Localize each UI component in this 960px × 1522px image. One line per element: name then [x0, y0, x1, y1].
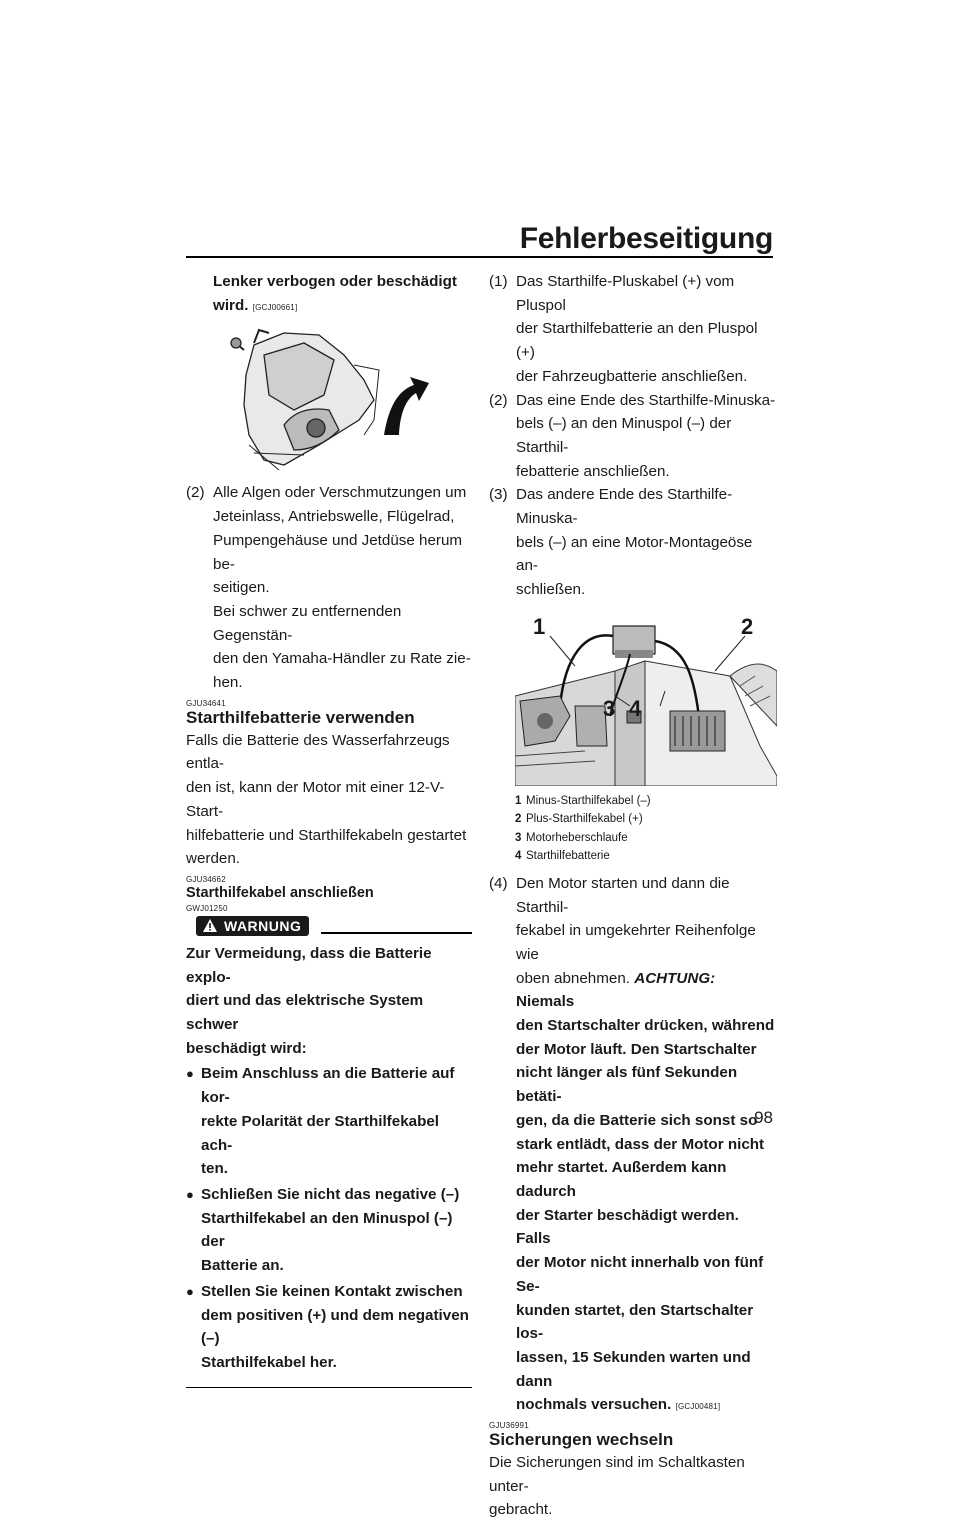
body-line: gebracht. [489, 1501, 553, 1519]
achtung-label: ACHTUNG: [634, 969, 716, 987]
step-text [516, 872, 777, 1419]
bullet-line: rekte Polarität der Starthilfekabel ach- [201, 1112, 440, 1154]
legend-key: 1 [515, 794, 522, 807]
step-line-bold: der Motor läuft. Den Startschalter [516, 1040, 757, 1058]
bullet-dot-icon: ● [186, 1186, 194, 1202]
warning-header [186, 916, 472, 936]
legend-value: Plus-Starthilfekabel (+) [526, 813, 643, 826]
step-number: (2) [489, 391, 508, 409]
handlebar-illustration [224, 325, 434, 475]
step-line: Niemals [516, 993, 575, 1011]
cont-text-2-word: wird. [213, 296, 249, 314]
ref-code: [GCJ00661] [252, 302, 298, 312]
step-3 [489, 483, 777, 602]
step-line: der Starthilfebatterie an den Pluspol (+) [516, 320, 758, 362]
step-line: febatterie anschließen. [516, 462, 670, 480]
bullet-text [201, 1280, 472, 1375]
bullet-line: ten. [201, 1160, 229, 1178]
bullet-line: Starthilfekabel her. [201, 1353, 337, 1371]
cont-text-2 [213, 294, 472, 320]
step-line: Den Motor starten und dann die Starthil- [516, 874, 730, 916]
section-code: GJU36991 [489, 1421, 529, 1431]
step-1 [489, 270, 777, 389]
step-line: Bei schwer zu entfernenden Gegenstän- [213, 602, 402, 644]
step-line-bold: stark entlädt, dass der Motor nicht [516, 1135, 765, 1153]
page-title: Fehlerbeseitigung [519, 222, 773, 255]
bullet-text [201, 1062, 472, 1181]
legend-key: 4 [515, 850, 522, 863]
bullet-line: Schließen Sie nicht das negative (–) [201, 1185, 460, 1203]
callout-1: 1 [533, 613, 546, 639]
legend-value: Motorheberschlaufe [526, 831, 628, 844]
legend-item [515, 847, 777, 866]
warning-bullet [186, 1062, 472, 1181]
step-line-bold: den Startschalter drücken, während [516, 1017, 775, 1035]
legend-key: 3 [515, 831, 522, 844]
warning-bullet [186, 1280, 472, 1375]
bullet-dot-icon: ● [186, 1283, 194, 1299]
step-2-row [186, 481, 472, 694]
step-line: bels (–) an den Minuspol (–) der Starthil- [516, 415, 732, 456]
warning-code: GWJ01250 [186, 903, 228, 913]
step-text [516, 270, 777, 389]
ref-code: [GCJ00481] [675, 1402, 721, 1412]
header-rule [186, 256, 773, 258]
step-2 [489, 389, 777, 484]
warning-line: Zur Vermeidung, dass die Batterie explo- [186, 944, 432, 986]
step-line: seitigen. [213, 579, 270, 597]
body-line: Die Sicherungen sind im Schaltkasten unter- [489, 1454, 745, 1495]
step-line: hen. [213, 674, 243, 692]
step-line-bold: lassen, 15 Sekunden warten und dann [516, 1348, 751, 1390]
bullet-line: Beim Anschluss an die Batterie auf kor- [201, 1065, 455, 1107]
section-body [489, 1451, 777, 1522]
step-line-bold: der Starter beschädigt werden. Falls [516, 1206, 739, 1248]
step-line-bold: kunden startet, den Startschalter los- [516, 1301, 754, 1343]
bullet-line: Starthilfekabel an den Minuspol (–) der [201, 1209, 453, 1251]
figure-legend [515, 792, 777, 866]
step-line: Das andere Ende des Starthilfe-Minuska- [516, 486, 733, 528]
bullet-line: Stellen Sie keinen Kontakt zwischen [201, 1282, 463, 1300]
step-number: (2) [186, 484, 205, 502]
step-line: fekabel in umgekehrter Reihenfolge wie [516, 922, 756, 963]
step-line: Jeteinlass, Antriebswelle, Flügelrad, [213, 508, 455, 526]
step-number: (4) [489, 874, 508, 892]
sub-heading: Starthilfekabel anschließen [186, 884, 374, 901]
warning-body [186, 942, 472, 1375]
legend-value: Starthilfebatterie [526, 850, 610, 863]
body-line: werden. [186, 850, 241, 868]
bullet-line: dem positiven (+) und dem negativen (–) [201, 1306, 469, 1348]
step-line: Das Starthilfe-Pluskabel (+) vom Pluspol [516, 273, 735, 314]
bullet-dot-icon: ● [186, 1066, 194, 1082]
step-line-bold: der Motor nicht innerhalb von fünf Se- [516, 1254, 764, 1295]
right-column [489, 270, 777, 1522]
step-line: schließen. [516, 581, 586, 599]
watercraft-handlebar-icon [224, 325, 434, 475]
step-line: Das eine Ende des Starthilfe-Minuska- [516, 391, 776, 409]
bullet-text [201, 1183, 472, 1278]
step-number: (3) [489, 486, 508, 504]
jumper-cable-illustration [515, 613, 777, 786]
step-text [516, 389, 777, 484]
legend-key: 2 [515, 813, 522, 826]
warning-line: beschädigt wird: [186, 1039, 307, 1057]
warning-bullet [186, 1183, 472, 1278]
step-text [516, 483, 777, 602]
warning-end-rule [186, 1387, 472, 1389]
section-code: GJU34641 [186, 698, 226, 708]
continued-warning [186, 270, 472, 319]
step-line: der Fahrzeugbatterie anschließen. [516, 367, 748, 385]
step-line: Pumpengehäuse und Jetdüse herum be- [213, 531, 463, 573]
body-line: hilfebatterie und Starthilfekabeln gestartet [186, 826, 467, 844]
legend-item [515, 810, 777, 829]
step-line-bold: nicht länger als fünf Sekunden betäti- [516, 1064, 738, 1106]
warning-rule [321, 932, 472, 934]
legend-value: Minus-Starthilfekabel (–) [526, 794, 651, 807]
section-code: GJU34662 [186, 874, 226, 884]
legend-item [515, 792, 777, 811]
step-4 [489, 872, 777, 1419]
step-text [213, 481, 472, 694]
bullet-line: Batterie an. [201, 1257, 284, 1275]
warning-triangle-icon [202, 918, 218, 933]
step-line: Alle Algen oder Verschmutzungen um [213, 484, 467, 502]
step-line: den den Yamaha-Händler zu Rate zie- [213, 650, 471, 668]
legend-item [515, 829, 777, 848]
cont-text: Lenker verbogen oder beschädigt [213, 273, 457, 290]
callout-3: 3 [603, 695, 616, 721]
step-line-bold: nochmals versuchen. [516, 1396, 672, 1414]
page-number: 98 [754, 1108, 773, 1127]
section-heading: Starthilfebatterie verwenden [186, 707, 415, 727]
step-number: (1) [489, 273, 508, 290]
engine-bay-battery-icon [515, 613, 777, 786]
warning-intro [186, 942, 472, 1061]
warning-badge [196, 916, 309, 936]
step-line: bels (–) an eine Motor-Montageöse an- [516, 533, 753, 575]
callout-4: 4 [629, 695, 642, 721]
callout-2: 2 [741, 613, 754, 639]
warning-label: WARNUNG [224, 917, 302, 934]
warning-line: diert und das elektrische System schwer [186, 992, 424, 1034]
section-heading: Sicherungen wechseln [489, 1430, 674, 1450]
body-line: den ist, kann der Motor mit einer 12-V-Start- [186, 779, 445, 820]
step-2 [186, 481, 472, 694]
step-line-bold: mehr startet. Außerdem kann dadurch [516, 1159, 727, 1200]
step-line: oben abnehmen. [516, 969, 631, 987]
section-body [186, 729, 472, 871]
step-line-bold: gen, da die Batterie sich sonst so [516, 1111, 758, 1129]
body-line: Falls die Batterie des Wasserfahrzeugs entla- [186, 731, 450, 773]
left-column [186, 270, 472, 1388]
